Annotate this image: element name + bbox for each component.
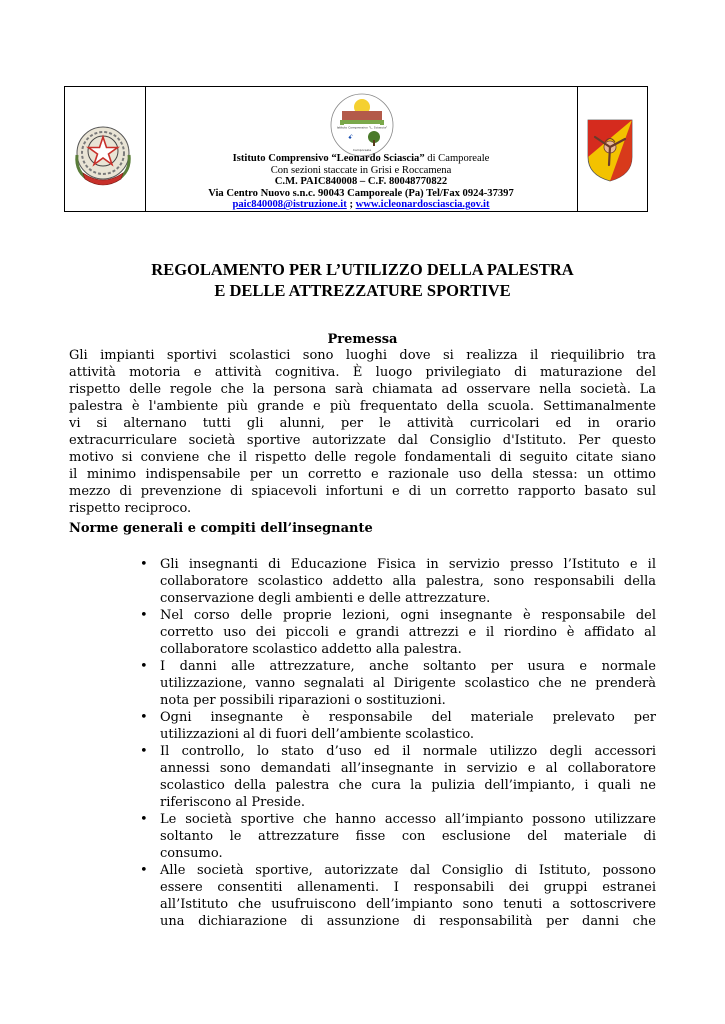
norme-item-line: Ogni insegnante è responsabile del materiale prelevato per (160, 710, 656, 725)
premessa-line: palestra è l'ambiente più grande e più frequentato della scuola. Settimanalmente (69, 399, 656, 414)
school-info (147, 153, 575, 211)
norme-item-line: essere consentiti allenamenti. I responsabili dei gruppi estranei (160, 880, 656, 895)
norme-heading: Norme generali e compiti dell’insegnante (69, 521, 373, 536)
bullet-icon: • (140, 659, 148, 674)
norme-item-line: I danni alle attrezzature, anche soltanto per usura e normale (160, 659, 656, 674)
school-name-line (147, 153, 575, 165)
norme-item-line: conservazione degli ambienti e delle attrezzature. (160, 591, 491, 606)
norme-list (140, 556, 656, 930)
norme-item-line: annessi sono demandati all’insegnante in servizio e al collaboratore (160, 761, 656, 776)
norme-item-line: riferiscono al Preside. (160, 795, 306, 810)
norme-item-line: consumo. (160, 846, 223, 861)
norme-item-line: Gli insegnanti di Educazione Fisica in servizio presso l’Istituto e il (160, 557, 656, 572)
norme-list-item (140, 556, 656, 607)
school-location: di Camporeale (427, 153, 490, 164)
premessa-paragraph (69, 347, 656, 517)
norme-item-line: Alle società sportive, autorizzate dal Consiglio di Istituto, possono (160, 863, 656, 878)
bullet-icon: • (140, 744, 148, 759)
norme-item-line: Le società sportive che hanno accesso all’impianto possono utilizzare (160, 812, 656, 827)
norme-list-item (140, 658, 656, 709)
norme-list-item (140, 811, 656, 862)
norme-list-item (140, 709, 656, 743)
premessa-line: il minimo indispensabile per un corretto e razionale uso della stessa: un ottimo (69, 467, 656, 482)
norme-item-line: scolastico della palestra che cura la pulizia dell’impianto, i quali ne (160, 778, 656, 793)
svg-text:ꗃ: ꗃ (348, 134, 353, 141)
logo-caption-2: Camporeale (352, 148, 372, 152)
premessa-line: Gli impianti sportivi scolastici sono luoghi dove si realizza il riequilibrio tra (69, 348, 656, 363)
norme-item-line: Nel corso delle proprie lezioni, ogni insegnante è responsabile del (160, 608, 656, 623)
bullet-icon: • (140, 863, 148, 878)
norme-item-line: collaboratore scolastico addetto alla palestra. (160, 642, 462, 657)
letterhead-divider-left (145, 87, 146, 211)
norme-item-line: nota per possibili riparazioni o sostituzioni. (160, 693, 446, 708)
premessa-line: vi si alternano tutti gli alunni, per le attività curricolari ed in orario (69, 416, 656, 431)
norme-item-line: corretto uso dei piccoli e grandi attrezzi e il riordino è affidato al (160, 625, 656, 640)
contacts-separator: ; (349, 199, 353, 211)
address-line: Via Centro Nuovo s.n.c. 90043 Camporeale (Pa) Tel/Fax 0924-37397 (208, 187, 514, 199)
premessa-line: extracurriculare società sportive autorizzate dal Consiglio d'Istituto. Per questo (69, 433, 656, 448)
school-name: “Leonardo Sciascia” (331, 153, 425, 164)
premessa-line: motivo si conviene che il rispetto delle regole fondamentali di seguito citate siano (69, 450, 656, 465)
norme-item-line: utilizzazione, vanno segnalati al Dirigente scolastico che ne prenderà (160, 676, 656, 691)
document-title (0, 259, 725, 301)
bullet-icon: • (140, 608, 148, 623)
website-link[interactable]: www.icleonardosciascia.gov.it (355, 199, 490, 211)
document-title-line-2: E DELLE ATTREZZATURE SPORTIVE (214, 281, 511, 300)
sicily-region-emblem-icon (585, 117, 635, 183)
norme-item-line: all’Istituto che usufruiscono dell’impianto sono tenuti a sottoscrivere (160, 897, 656, 912)
premessa-line: rispetto delle regole che la persona sarà chiamata ad osservare nella società. La (69, 382, 656, 397)
norme-list-item (140, 743, 656, 811)
norme-item-line: soltanto le attrezzature fisse con esclusione del materiale di (160, 829, 656, 844)
norme-item-line: utilizzazioni al di fuori dell’ambiente scolastico. (160, 727, 475, 742)
italian-republic-emblem-icon (69, 121, 137, 189)
school-line-prefix: Istituto Comprensivo (232, 153, 329, 164)
bullet-icon: • (140, 557, 148, 572)
norme-item-line: una dichiarazione di assunzione di responsabilità per danni che (160, 914, 656, 929)
codes-line: C.M. PAIC840008 – C.F. 80048770822 (274, 176, 448, 188)
norme-list-item (140, 862, 656, 930)
document-title-line-1: REGOLAMENTO PER L’UTILIZZO DELLA PALESTRA (151, 260, 574, 279)
norme-item-line: Il controllo, lo stato d’uso ed il normale utilizzo degli accessori (160, 744, 656, 759)
letterhead (64, 86, 648, 212)
premessa-line: rispetto reciproco. (69, 501, 192, 516)
logo-caption-1: Istituto Comprensivo "L. Sciascia" (336, 125, 388, 130)
premessa-heading: Premessa (327, 332, 398, 347)
premessa-line: mezzo di prevenzione di spiacevoli infortuni e di un corretto rapporto basato sul (69, 484, 656, 499)
sections-line: Con sezioni staccate in Grisi e Roccamena (270, 164, 452, 176)
school-logo-icon (330, 93, 394, 157)
contacts-line (147, 199, 575, 211)
bullet-icon: • (140, 812, 148, 827)
norme-item-line: collaboratore scolastico addetto alla palestra, sono responsabili della (160, 574, 656, 589)
letterhead-divider-right (577, 87, 578, 211)
norme-list-item (140, 607, 656, 658)
email-link[interactable]: paic840008@istruzione.it (232, 199, 347, 211)
bullet-icon: • (140, 710, 148, 725)
premessa-line: attività motoria e attività cognitiva. È luogo privilegiato di maturazione del (69, 365, 656, 380)
